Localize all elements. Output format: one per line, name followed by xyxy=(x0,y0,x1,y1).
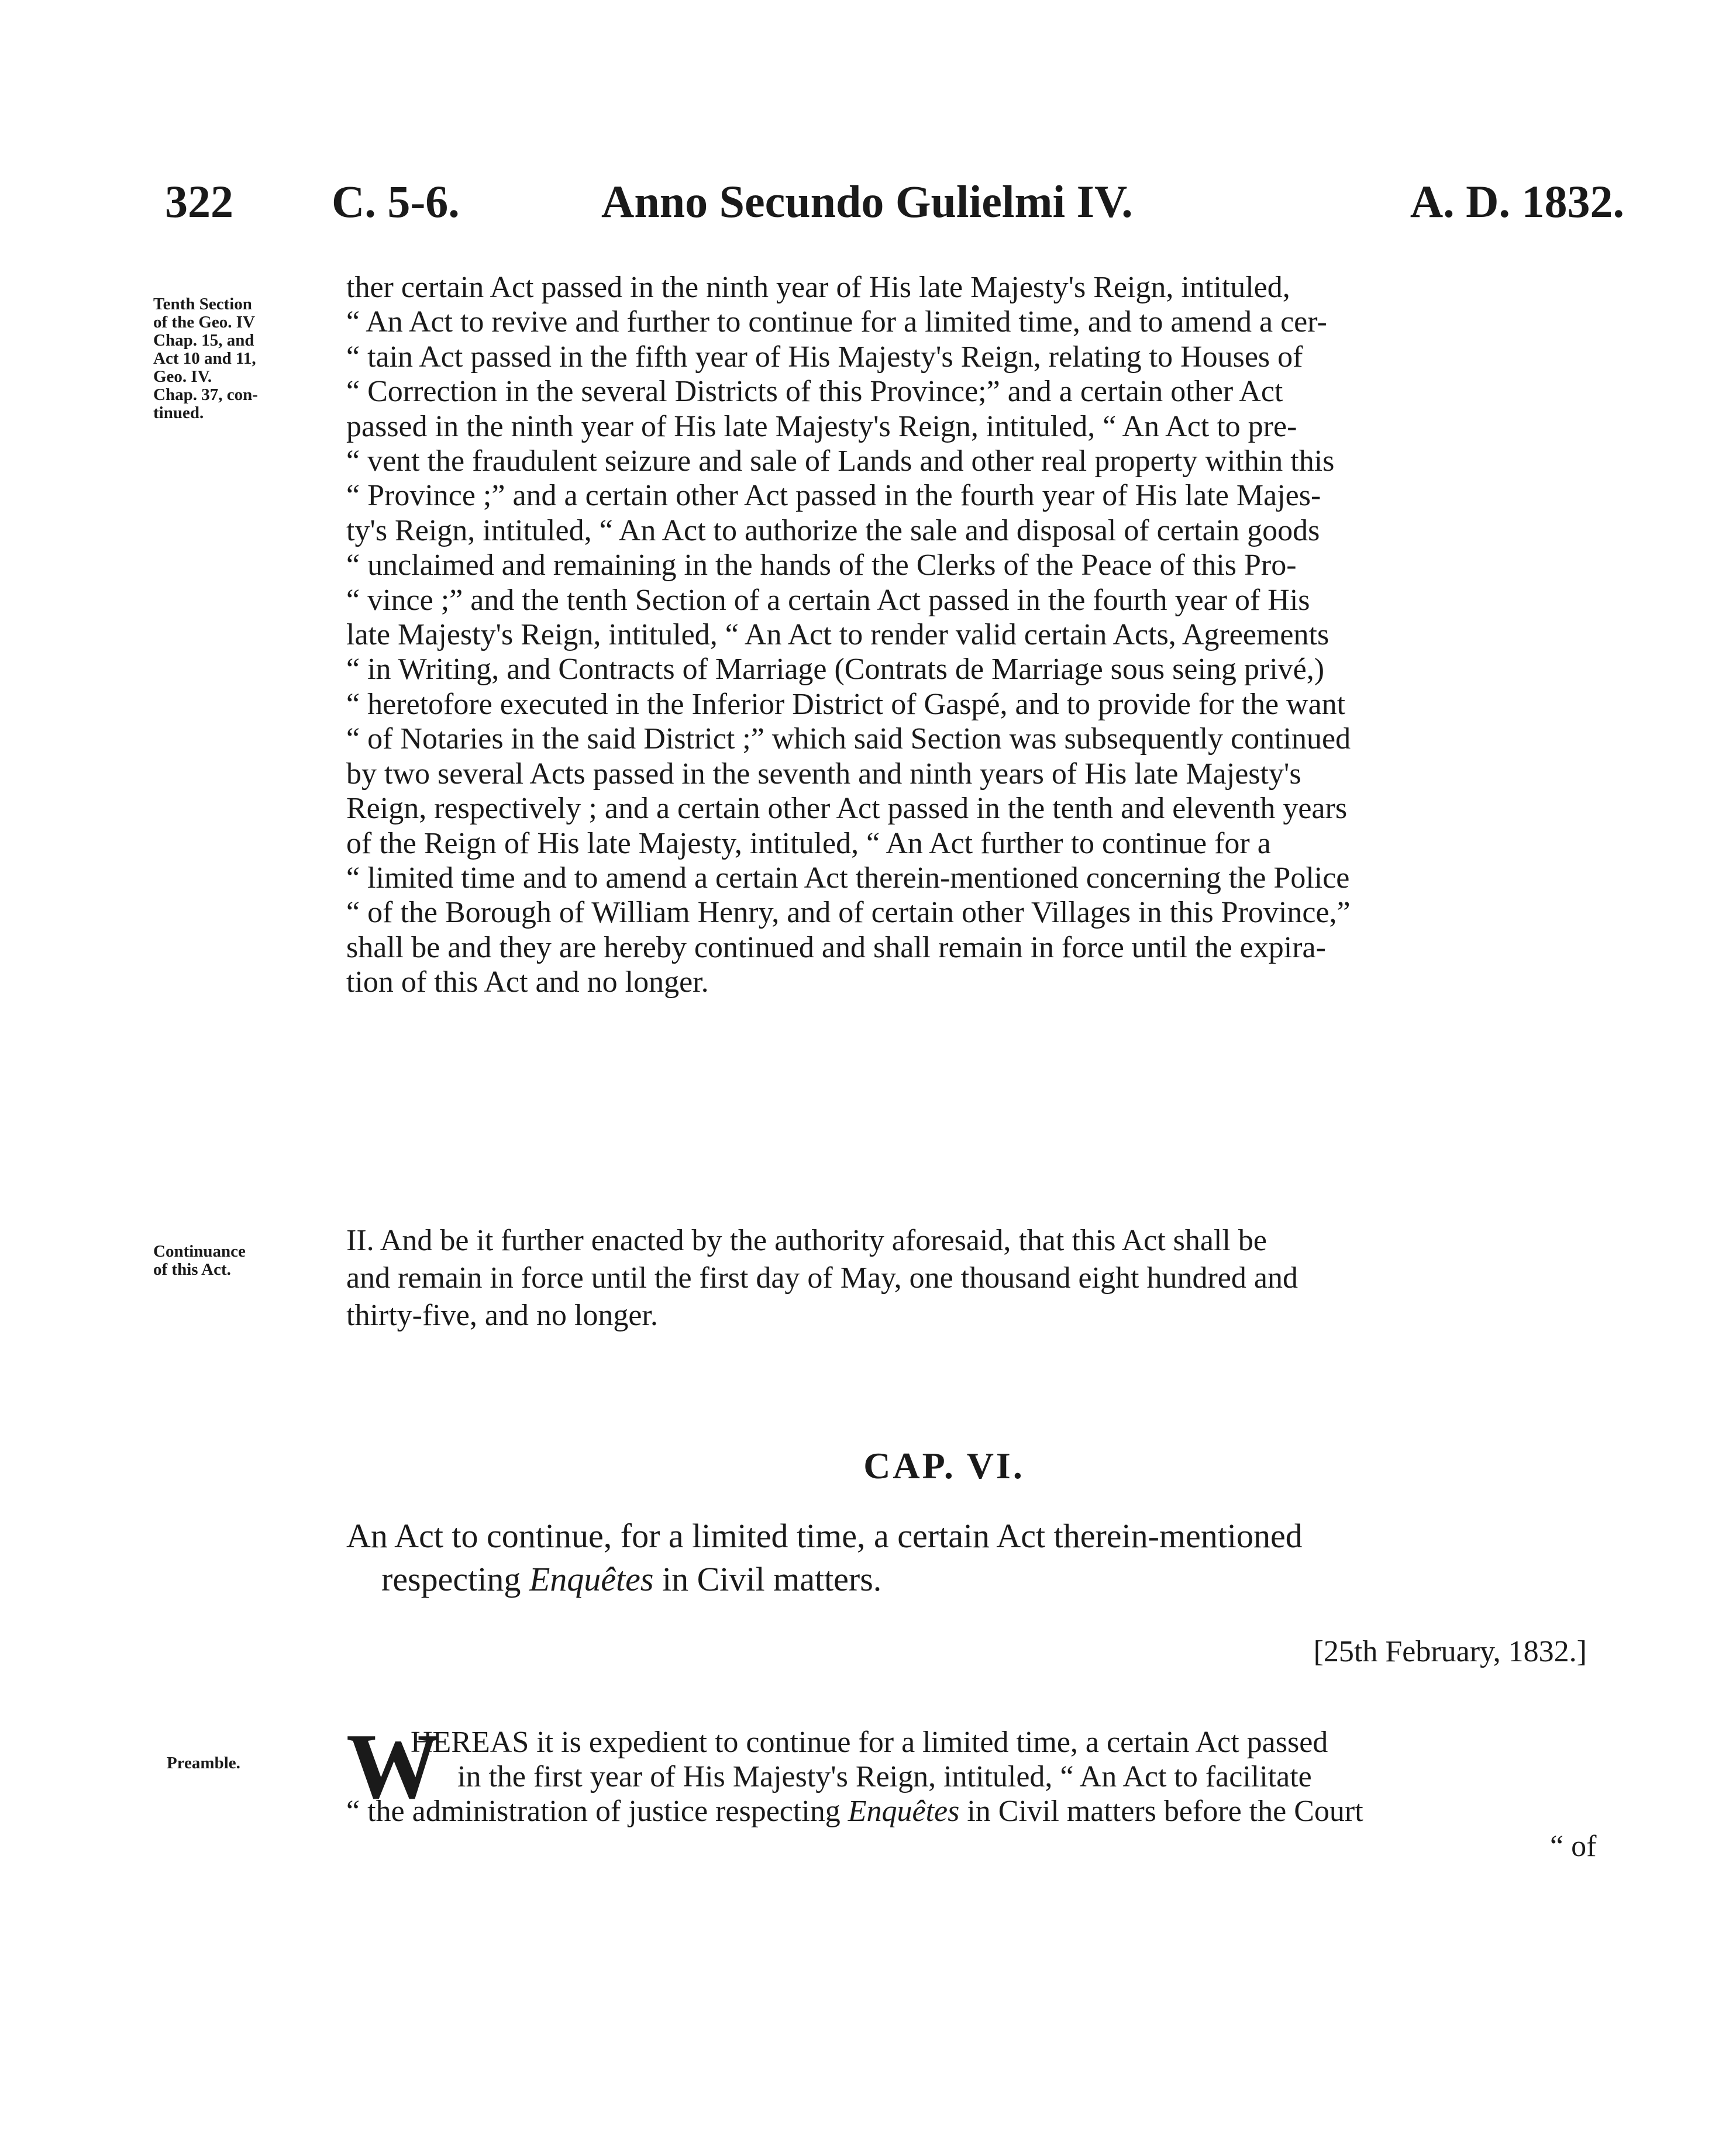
margin-note-continuance: Continuance of this Act. xyxy=(153,1242,246,1279)
text-line: “ in Writing, and Contracts of Marriage (Contrats de Marriage sous seing privé,) xyxy=(346,653,1325,687)
margin-note-preamble: Preamble. xyxy=(167,1754,240,1772)
preamble-text xyxy=(346,1725,1363,1829)
act-date: [25th February, 1832.] xyxy=(1313,1635,1587,1668)
text-line: shall be and they are hereby continued and shall remain in force until the expira- xyxy=(346,930,1326,964)
text-fragment: in Civil matters before the Court xyxy=(959,1795,1363,1828)
text-line: in the first year of His Majesty's Reign, intituled, “ An Act to facilitate xyxy=(457,1760,1312,1793)
text-line: tion of this Act and no longer. xyxy=(346,965,709,999)
act-title-text: in Civil matters. xyxy=(653,1560,882,1598)
text-line: ty's Reign, intituled, “ An Act to authorize the sale and disposal of certain goods xyxy=(346,513,1320,547)
text-line: “ Province ;” and a certain other Act passed in the fourth year of His late Majes- xyxy=(346,479,1321,513)
act-title-line-1: An Act to continue, for a limited time, a certain Act therein-mentioned xyxy=(346,1517,1303,1555)
act-title-italic: Enquêtes xyxy=(529,1560,654,1598)
text-line: “ vent the fraudulent seizure and sale of Lands and other real property within this xyxy=(346,444,1335,478)
chapter-reference: C. 5-6. xyxy=(332,176,460,227)
act-title-line-2 xyxy=(346,1558,1303,1601)
page-number: 322 xyxy=(165,176,233,227)
text-line: passed in the ninth year of His late Majesty's Reign, intituled, “ An Act to pre- xyxy=(346,409,1297,443)
running-header xyxy=(165,175,1624,240)
cap-heading-text: CAP. VI. xyxy=(863,1445,1025,1486)
text-line: and remain in force until the first day of May, one thousand eight hundred and xyxy=(346,1261,1298,1295)
text-line xyxy=(346,1794,1363,1829)
header-title: Anno Secundo Gulielmi IV. xyxy=(601,176,1133,227)
text-line: late Majesty's Reign, intituled, “ An Act to render valid certain Acts, Agreements xyxy=(346,618,1329,652)
cap-heading xyxy=(0,1444,1736,1488)
section-one-text xyxy=(346,270,1351,1000)
drop-cap: W xyxy=(346,1714,440,1818)
margin-note-tenth-section: Tenth Section of the Geo. IV Chap. 15, and Act 10 and 11, Geo. IV. Chap. 37, con- tinued. xyxy=(153,295,258,422)
header-year: A. D. 1832. xyxy=(1410,176,1624,227)
section-two-text xyxy=(346,1222,1298,1334)
catchword: “ of xyxy=(1550,1830,1597,1863)
text-line: “ heretofore executed in the Inferior District of Gaspé, and to provide for the want xyxy=(346,687,1346,721)
text-line: “ limited time and to amend a certain Act therein-mentioned concerning the Police xyxy=(346,861,1350,895)
text-line: Reign, respectively ; and a certain other Act passed in the tenth and eleventh years xyxy=(346,792,1348,826)
text-line: “ tain Act passed in the fifth year of His Majesty's Reign, relating to Houses of xyxy=(346,340,1303,374)
text-line: “ An Act to revive and further to continue for a limited time, and to amend a cer- xyxy=(346,305,1327,339)
text-line: “ of Notaries in the said District ;” which said Section was subsequently continued xyxy=(346,722,1351,756)
text-line: II. And be it further enacted by the authority aforesaid, that this Act shall be xyxy=(346,1224,1267,1257)
text-line: “ of the Borough of William Henry, and of certain other Villages in this Province,” xyxy=(346,896,1351,930)
text-line: “ vince ;” and the tenth Section of a certain Act passed in the fourth year of His xyxy=(346,583,1310,617)
text-line: by two several Acts passed in the seventh and ninth years of His late Majesty's xyxy=(346,757,1301,791)
text-fragment: “ the administration of justice respecting xyxy=(346,1795,848,1828)
act-title-text: respecting xyxy=(381,1560,529,1598)
text-line: of the Reign of His late Majesty, intituled, “ An Act further to continue for a xyxy=(346,826,1271,860)
text-italic: Enquêtes xyxy=(848,1795,960,1828)
text-line: “ unclaimed and remaining in the hands of the Clerks of the Peace of this Pro- xyxy=(346,549,1297,582)
text-line: ther certain Act passed in the ninth year of His late Majesty's Reign, intituled, xyxy=(346,271,1290,304)
text-line: thirty-five, and no longer. xyxy=(346,1299,658,1332)
text-line: HEREAS it is expedient to continue for a limited time, a certain Act passed xyxy=(411,1726,1328,1759)
text-line: “ Correction in the several Districts of this Province;” and a certain other Act xyxy=(346,375,1283,409)
act-title xyxy=(346,1515,1303,1601)
